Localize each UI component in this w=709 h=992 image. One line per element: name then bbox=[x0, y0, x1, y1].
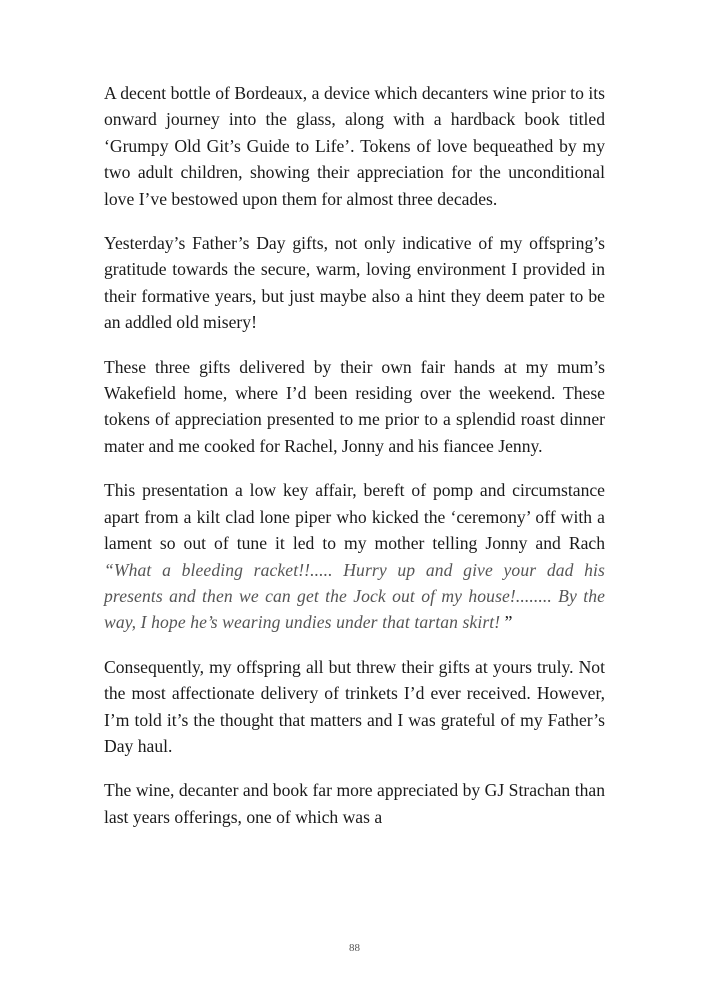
paragraph: These three gifts delivered by their own fair hands at my mum’s Wakefield home, where I’d been residing over the weekend. These tokens of appreciation presented to me prior to a splendid roast dinner mater and me cooked for Rachel, Jonny and his fiancee Jenny. bbox=[104, 356, 605, 456]
page-number: 88 bbox=[349, 942, 360, 954]
paragraph: Consequently, my offspring all but threw their gifts at yours truly. Not the most affectionate delivery of trinkets I’d ever received. However, I’m told it’s the thought that matters and I was grateful of my Father’s Day haul. bbox=[104, 656, 605, 756]
paragraph: Yesterday’s Father’s Day gifts, not only indicative of my offspring’s gratitude towards the secure, warm, loving environment I provided in their formative years, but just maybe also a hint they deem pater to be an addled old misery! bbox=[104, 233, 605, 333]
page-body bbox=[104, 80, 605, 830]
paragraph-lead-text: This presentation a low key affair, bereft of pomp and circumstance apart from a kilt clad lone piper who kicked the ‘ceremony’ off with a lament so out of tune it led to my mother telling Jonny and Rach bbox=[104, 480, 605, 554]
italic-quote: “What a bleeding racket!!..... Hurry up and give your dad his presents and then we can get the Jock out of my house!........ By the way, I hope he’s wearing undies under that tartan skirt! bbox=[104, 559, 605, 633]
paragraph: The wine, decanter and book far more appreciated by GJ Strachan than last years offerings, one of which was a bbox=[104, 780, 605, 827]
paragraph: A decent bottle of Bordeaux, a device which decanters wine prior to its onward journey into the glass, along with a hardback book titled ‘Grumpy Old Git’s Guide to Life’. Tokens of love bequeathed by my two adult children, showing their appreciation for the unconditional love I’ve bestowed upon them for almost three decades. bbox=[104, 83, 605, 209]
closing-quote-mark: ” bbox=[500, 612, 513, 633]
paragraph-with-quote bbox=[104, 477, 605, 635]
